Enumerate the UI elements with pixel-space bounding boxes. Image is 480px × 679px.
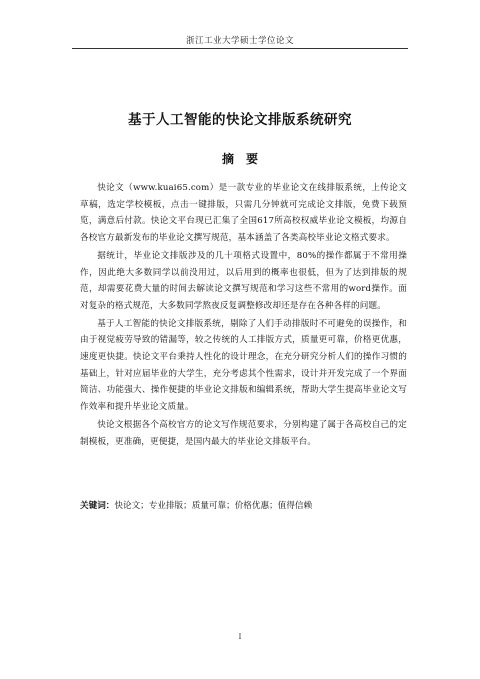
keywords-line <box>80 498 407 514</box>
abstract-paragraph: 快论文根据各个高校官方的论文写作规范要求，分别构建了属于各高校自己的定制模板，更准确，更便捷，是国内最大的毕业论文排版平台。 <box>80 419 407 447</box>
keywords-label: 关键词： <box>80 501 115 511</box>
abstract-body <box>80 180 407 451</box>
abstract-heading: 摘 要 <box>221 152 258 166</box>
header-rule <box>72 48 408 49</box>
abstract-paragraph: 基于人工智能的快论文排版系统，剔除了人们手动排版时不可避免的误操作，和由于视觉疲劳导致的错漏等，较之传统的人工排版方式，质量更可靠，价格更优惠，速度更快捷。快论文平台秉持人性化的设计理念，在充分研究分析人们的操作习惯的基础上，针对应届毕业的大学生，充分考虑其个性需求，设计并开发完成了一个界面简洁、功能强大、操作便捷的毕业论文排版和编辑系统，帮助大学生提高毕业论文写作效率和提升毕业论文质量。 <box>80 318 407 413</box>
paper-title: 基于人工智能的快论文排版系统研究 <box>128 112 352 128</box>
keywords-text: 快论文；专业排版；质量可靠；价格优惠；值得信赖 <box>114 501 313 511</box>
running-header: 浙江工业大学硕士学位论文 <box>185 36 294 46</box>
abstract-paragraph: 快论文（www.kuai65.com）是一款专业的毕业论文在线排版系统，上传论文草稿，选定学校模板，点击一键排版，只需几分钟就可完成论文排版，免费下载预览，满意后付款。快论文平台现已汇集了全国617所高校权威毕业论文模板，均源自各校官方最新发布的毕业论文撰写规范，基本涵盖了各类高校毕业论文格式要求。 <box>80 183 407 244</box>
page-number: I <box>238 632 242 641</box>
abstract-paragraph: 据统计，毕业论文排版涉及的几十项格式设置中，80%的操作都属于不常用操作，因此绝大多数同学以前没用过，以后用到的概率也很低，但为了达到排版的规范，却需要花费大量的时间去解读论文撰写规范和学习这些不常用的word操作。面对复杂的格式规范，大多数同学熬夜反复调整修改却还是存在各种各样的问题。 <box>80 250 407 311</box>
